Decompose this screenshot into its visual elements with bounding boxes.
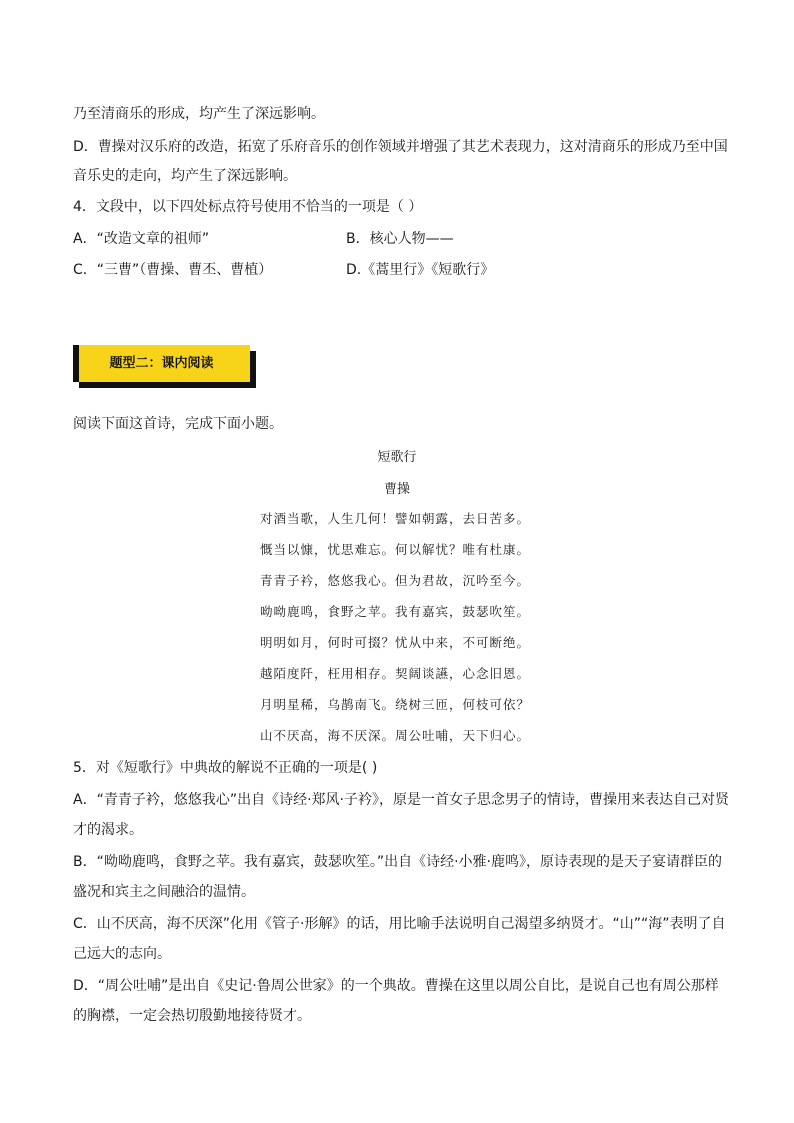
reading-intro: 阅读下面这首诗，完成下面小题。 bbox=[73, 416, 283, 432]
section-header-tag bbox=[73, 345, 256, 388]
q5-option-a-line1: A．“青青子衿，悠悠我心”出自《诗经·郑风·子衿》，原是一首女子思念男子的情诗，曹操用来表达自己对贤 bbox=[73, 792, 729, 808]
poem-line: 明明如月，何时可掇？忧从中来，不可断绝。 bbox=[260, 635, 531, 650]
q5-option-a-line2: 才的渴求。 bbox=[73, 822, 143, 838]
poem-line: 呦呦鹿鸣，食野之苹。我有嘉宾，鼓瑟吹笙。 bbox=[260, 604, 531, 619]
poem-author: 曹操 bbox=[383, 482, 410, 497]
q5-option-c-line2: 己远大的志向。 bbox=[73, 946, 171, 962]
q4-option-b: B．核心人物—— bbox=[346, 231, 454, 247]
poem-line: 慨当以慷，忧思难忘。何以解忧？唯有杜康。 bbox=[260, 542, 531, 557]
q5-stem: 5．对《短歌行》中典故的解说不正确的一项是( ) bbox=[73, 760, 378, 776]
section-title: 题型二：课内阅读 bbox=[109, 356, 214, 371]
q5-option-d-line2: 的胸襟，一定会热切殷勤地接待贤才。 bbox=[73, 1008, 311, 1024]
q4-option-c: C．“三曹”（曹操、曹丕、曹植） bbox=[73, 262, 273, 278]
poem-line: 越陌度阡，枉用相存。契阔谈讌，心念旧恩。 bbox=[260, 666, 531, 681]
poem-line: 山不厌高，海不厌深。周公吐哺，天下归心。 bbox=[260, 728, 531, 743]
poem-line: 对酒当歌，人生几何！譬如朝露，去日苦多。 bbox=[260, 511, 531, 526]
q4-stem: 4．文段中，以下四处标点符号使用不恰当的一项是（ ） bbox=[73, 199, 423, 215]
poem-title: 短歌行 bbox=[377, 450, 417, 465]
poem-line: 月明星稀，乌鹊南飞。绕树三匝，何枝可依？ bbox=[260, 697, 531, 712]
q3-option-c-tail: 乃至清商乐的形成，均产生了深远影响。 bbox=[73, 106, 325, 122]
q5-option-c-line1: C．山不厌高，海不厌深”化用《管子·形解》的话，用比喻手法说明自己渴望多纳贤才。“山”“海”表明了自 bbox=[73, 916, 726, 932]
q5-option-d-line1: D．“周公吐哺”是出自《史记·鲁周公世家》的一个典故。曹操在这里以周公自比，是说自己也有周公那样 bbox=[73, 978, 719, 994]
q3-option-d-line1: D．曹操对汉乐府的改造，拓宽了乐府音乐的创作领域并增强了其艺术表现力，这对清商乐的形成乃至中国 bbox=[73, 139, 728, 155]
q4-option-a: A．“改造文章的祖师” bbox=[73, 231, 210, 247]
q3-option-d-line2: 音乐史的走向，均产生了深远影响。 bbox=[73, 168, 297, 184]
poem-line: 青青子衿，悠悠我心。但为君故，沉吟至今。 bbox=[260, 573, 531, 588]
q5-option-b-line2: 盛况和宾主之间融洽的温情。 bbox=[73, 884, 255, 900]
q5-option-b-line1: B．“呦呦鹿鸣，食野之苹。我有嘉宾，鼓瑟吹笙。”出自《诗经·小雅·鹿鸣》，原诗表现的是天子宴请群臣的 bbox=[73, 854, 723, 870]
q4-option-d: D.《蒿里行》《短歌行》 bbox=[346, 262, 495, 278]
